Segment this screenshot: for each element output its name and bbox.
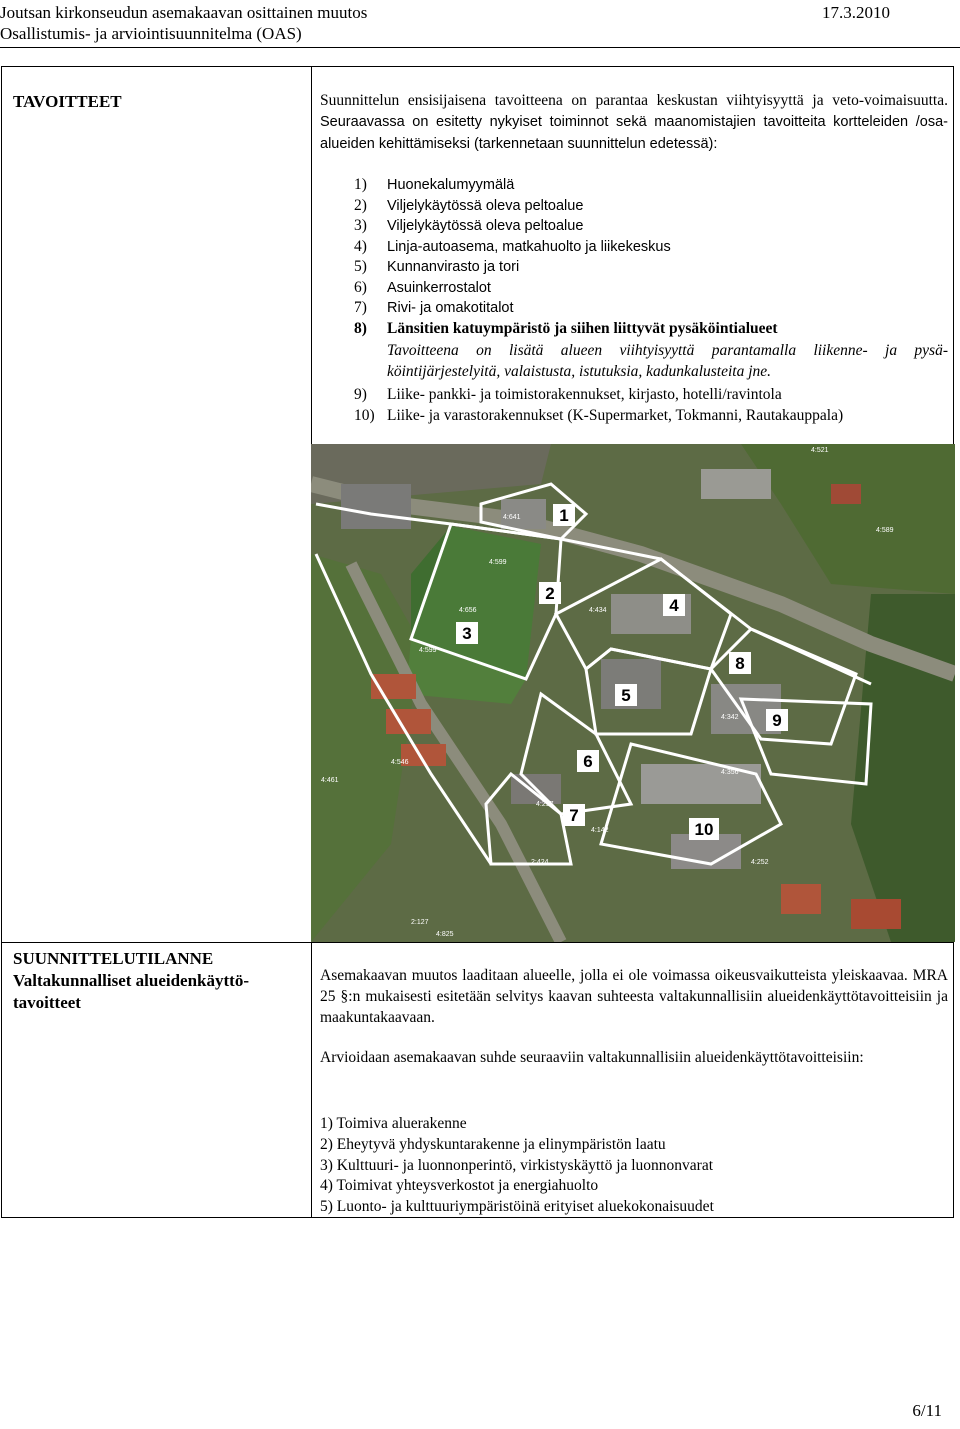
aerial-map xyxy=(311,444,955,942)
svg-text:4:599: 4:599 xyxy=(419,647,437,654)
goal-note: Tavoitteena on lisätä alueen viihtyisyyttä parantamalla liikenne- ja pysä-köintijärjestelyitä, valaistusta, istutuksia, kadunkalusteita jne. xyxy=(387,342,948,380)
map-marker: 3 xyxy=(462,624,472,643)
svg-text:2:127: 2:127 xyxy=(411,919,429,926)
svg-text:4:656: 4:656 xyxy=(459,607,477,614)
svg-text:4:521: 4:521 xyxy=(811,447,829,454)
list-item: 5) Kunnanvirasto ja tori xyxy=(354,258,520,275)
svg-text:4:599: 4:599 xyxy=(489,559,507,566)
list-item: 4) Toimivat yhteysverkostot ja energiahuolto xyxy=(320,1177,599,1195)
svg-text:4:546: 4:546 xyxy=(391,759,409,766)
svg-text:2:424: 2:424 xyxy=(531,859,549,866)
map-marker: 5 xyxy=(621,686,631,705)
row-divider xyxy=(2,942,953,943)
goal-list xyxy=(354,175,948,339)
map-marker: 1 xyxy=(559,506,569,525)
list-item: 4) Linja-autoasema, matkahuolto ja liikekeskus xyxy=(354,237,671,255)
svg-text:4:825: 4:825 xyxy=(436,931,454,938)
map-marker: 10 xyxy=(694,820,714,839)
svg-text:4:297: 4:297 xyxy=(536,801,554,808)
list-item: 7) Rivi- ja omakotitalot xyxy=(354,299,514,316)
intro-text-sans: Seuraavassa on esitetty nykyiset toiminnot sekä maanomistajien tavoitteita kortteleiden /osa-alueiden kehittämiseksi (tarkennetaan suunnittelun edetessä): xyxy=(320,114,948,152)
svg-text:4:356: 4:356 xyxy=(721,769,739,776)
page-number: 6/11 xyxy=(912,1401,942,1420)
list-item: 1) Toimiva aluerakenne xyxy=(320,1115,467,1132)
suunnittelutilanne-paragraph-1: Asemakaavan muutos laaditaan alueelle, jolla ei ole voimassa oikeusvaikutteista yleiskaavaa. MRA 25 §:n mukaisesti esitetään selvitys kaavan suhteesta valtakunnallisiin alueidenkäyttötavoitteisiin ja maakuntakaavaan. xyxy=(320,967,948,1026)
aerial-map-image xyxy=(311,444,955,942)
svg-text:4:142: 4:142 xyxy=(591,827,609,834)
svg-text:4:252: 4:252 xyxy=(751,859,769,866)
list-item: 6) Asuinkerrostalot xyxy=(354,278,491,296)
list-item: 1) Huonekalumyymälä xyxy=(354,176,515,193)
list-item: 2) Eheytyvä yhdyskuntarakenne ja elinympäristön laatu xyxy=(320,1135,666,1153)
list-item: 10) Liike- ja varastorakennukset (K-Supermarket, Tokmanni, Rautakauppala) xyxy=(354,406,844,424)
document-date: 17.3.2010 xyxy=(822,3,890,22)
svg-text:4:641: 4:641 xyxy=(503,514,521,521)
map-marker: 2 xyxy=(545,584,555,603)
document-title: Joutsan kirkonseudun asemakaavan osittainen muutos xyxy=(0,3,368,22)
section-label-suunnittelutilanne: SUUNNITTELUTILANNE Valtakunnalliset alueidenkäyttö- tavoitteet xyxy=(13,949,249,1012)
map-marker: 7 xyxy=(569,806,579,825)
list-item: 2) Viljelykäytössä oleva peltoalue xyxy=(354,196,584,214)
map-marker: 8 xyxy=(735,654,745,673)
list-item: 5) Luonto- ja kulttuuriympäristöinä erityiset aluekokonaisuudet xyxy=(320,1198,714,1216)
intro-text-serif: Suunnittelun ensisijaisena tavoitteena on parantaa keskustan viihtyisyyttä ja veto-voimaisuutta. xyxy=(320,92,948,109)
header-rule xyxy=(0,47,960,48)
tavoitteet-intro xyxy=(320,90,948,155)
content-table xyxy=(1,66,954,1218)
list-item: 9) Liike- pankki- ja toimistorakennukset, kirjasto, hotelli/ravintola xyxy=(354,386,782,403)
list-item: 3) Viljelykäytössä oleva peltoalue xyxy=(354,217,584,234)
map-marker: 6 xyxy=(583,752,593,771)
list-item: 8) Länsitien katuympäristö ja siihen liittyvät pysäköintialueet xyxy=(354,319,778,337)
section-label-tavoitteet: TAVOITTEET xyxy=(13,92,122,111)
suunnittelutilanne-paragraph-2: Arvioidaan asemakaavan suhde seuraaviin valtakunnallisiin alueidenkäyttötavoitteisiin: xyxy=(320,1049,864,1066)
list-item: 3) Kulttuuri- ja luonnonperintö, virkistyskäyttö ja luonnonvarat xyxy=(320,1156,714,1174)
svg-text:4:342: 4:342 xyxy=(721,714,739,721)
svg-text:4:589: 4:589 xyxy=(876,527,894,534)
national-goals-list xyxy=(320,1114,714,1218)
goal-list-continued xyxy=(354,385,948,426)
svg-text:4:461: 4:461 xyxy=(321,777,339,784)
document-subtitle: Osallistumis- ja arviointisuunnitelma (OAS) xyxy=(0,24,302,43)
map-marker: 9 xyxy=(772,711,782,730)
map-marker: 4 xyxy=(669,596,679,615)
svg-text:4:434: 4:434 xyxy=(589,607,607,614)
